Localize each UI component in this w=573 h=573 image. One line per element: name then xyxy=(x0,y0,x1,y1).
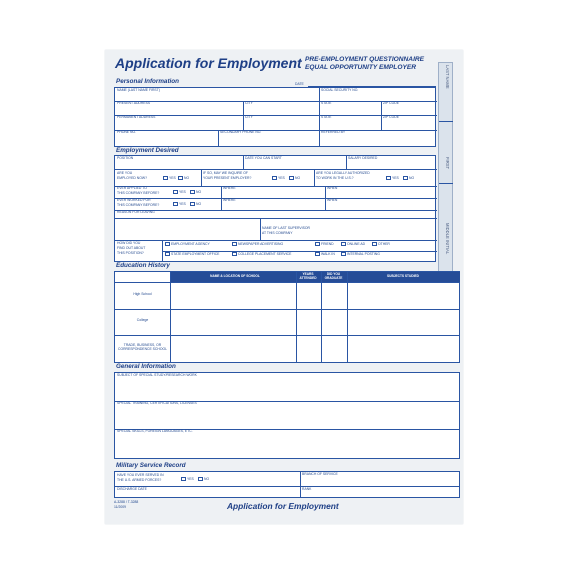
source-employment-agency-label: EMPLOYMENT AGENCY xyxy=(171,242,210,246)
personal-info-box xyxy=(114,87,436,147)
secondary-phone-field[interactable]: SECONDARY PHONE NO. xyxy=(220,130,262,134)
present-city-field[interactable]: CITY xyxy=(245,101,253,105)
present-state-field[interactable]: STATE xyxy=(321,101,332,105)
special-training-field[interactable]: SPECIAL TRAINING, CERTIFICATIONS, LICENSES xyxy=(117,401,197,405)
source-state-office-label: STATE EMPLOYMENT OFFICE xyxy=(171,252,220,256)
form-subtitle-2: EQUAL OPPORTUNITY EMPLOYER xyxy=(305,64,417,71)
side-tab-first: FIRST xyxy=(445,157,450,170)
authorized-yes-checkbox[interactable] xyxy=(386,176,391,180)
authorized-no-checkbox[interactable] xyxy=(403,176,408,180)
row-trade-school: TRADE, BUSINESS, OR CORRESPONDENCE SCHOOL xyxy=(118,343,167,352)
salary-field[interactable]: SALARY DESIRED xyxy=(348,156,378,160)
present-address-field[interactable]: PRESENT ADDRESS xyxy=(117,101,151,105)
inquire-yes-checkbox[interactable] xyxy=(272,176,277,180)
source-newspaper-label: NEWSPAPER ADVERTISING xyxy=(238,242,284,246)
military-box xyxy=(114,471,460,498)
find-out-label-3: THIS POSITION? xyxy=(117,251,144,255)
footer-title: Application for Employment xyxy=(227,501,339,511)
special-skills-field[interactable]: SPECIAL SKILLS, FOREIGN LANGUAGES, ETC. xyxy=(117,429,193,433)
worked-before-label: EVER WORKED FOR xyxy=(117,198,151,202)
source-walk-in-label: WALK IN xyxy=(321,252,335,256)
employed-now-label-2: EMPLOYED NOW? xyxy=(117,176,147,180)
source-internal-posting-label: INTERNAL POSTING xyxy=(347,252,380,256)
employed-yes-checkbox[interactable] xyxy=(163,176,168,180)
section-military-heading: Military Service Record xyxy=(116,462,186,469)
col-years-attended: YEARS ATTENDED xyxy=(299,272,317,280)
permanent-city-field[interactable]: CITY xyxy=(245,115,253,119)
applied-where-field[interactable]: WHERE xyxy=(223,186,236,190)
col-subjects-studied: SUBJECTS STUDIED xyxy=(387,274,419,278)
worked-when-field[interactable]: WHEN xyxy=(327,198,338,202)
permanent-zip-field[interactable]: ZIP CODE xyxy=(383,115,399,119)
form-code: A-3288 / T-3288 xyxy=(114,500,139,504)
source-walk-in-checkbox[interactable] xyxy=(315,252,320,256)
authorized-yes-label: YES xyxy=(392,176,399,180)
date-label: DATE xyxy=(295,82,304,86)
applied-yes-label: YES xyxy=(179,190,186,194)
reason-leaving-field[interactable]: REASON FOR LEAVING xyxy=(117,210,155,214)
inquire-no-checkbox[interactable] xyxy=(289,176,294,180)
source-online-ad-checkbox[interactable] xyxy=(341,242,346,246)
applied-when-field[interactable]: WHEN xyxy=(327,186,338,190)
employment-application-form xyxy=(105,50,463,524)
worked-no-label: NO xyxy=(196,202,202,206)
worked-yes-checkbox[interactable] xyxy=(173,202,178,206)
inquire-no-label: NO xyxy=(295,176,301,180)
served-label-2: THE U.S. ARMED FORCES? xyxy=(117,478,162,482)
applied-before-label: EVER APPLIED TO xyxy=(117,186,147,190)
applied-before-label-2: THIS COMPANY BEFORE? xyxy=(117,191,160,195)
discharge-date-field[interactable]: DISCHARGE DATE xyxy=(117,487,147,491)
form-title: Application for Employment xyxy=(115,55,302,71)
rank-field[interactable]: RANK xyxy=(302,487,312,491)
authorized-label-2: TO WORK IN THE U.S.? xyxy=(316,176,354,180)
applied-no-checkbox[interactable] xyxy=(190,190,195,194)
employed-now-label: ARE YOU xyxy=(117,171,133,175)
served-label: HAVE YOU EVER SERVED IN xyxy=(117,473,164,477)
permanent-address-field[interactable]: PERMANENT ADDRESS xyxy=(117,115,156,119)
source-college-placement-checkbox[interactable] xyxy=(232,252,237,256)
served-yes-label: YES xyxy=(187,477,194,481)
find-out-label-2: FIND OUT ABOUT xyxy=(117,246,146,250)
employed-no-checkbox[interactable] xyxy=(178,176,183,180)
form-date-code: 11/2009 xyxy=(114,505,127,509)
section-education-heading: Education History xyxy=(116,262,170,269)
section-employment-heading: Employment Desired xyxy=(116,147,179,154)
applied-yes-checkbox[interactable] xyxy=(173,190,178,194)
worked-no-checkbox[interactable] xyxy=(190,202,195,206)
worked-yes-label: YES xyxy=(179,202,186,206)
col-did-graduate: DID YOU GRADUATE xyxy=(324,272,343,280)
inquire-label: IF SO, MAY WE INQUIRE OF xyxy=(203,171,248,175)
served-no-label: NO xyxy=(204,477,210,481)
permanent-state-field[interactable]: STATE xyxy=(321,115,332,119)
employment-box xyxy=(114,155,436,262)
form-subtitle-1: PRE-EMPLOYMENT QUESTIONNAIRE xyxy=(305,56,425,63)
general-box xyxy=(114,372,460,459)
source-state-office-checkbox[interactable] xyxy=(165,252,170,256)
employed-yes-label: YES xyxy=(169,176,176,180)
referred-by-field[interactable]: REFERRED BY xyxy=(321,130,346,134)
branch-field[interactable]: BRANCH OF SERVICE xyxy=(302,472,338,476)
name-field[interactable]: NAME (LAST NAME FIRST) xyxy=(117,88,160,92)
source-internal-posting-checkbox[interactable] xyxy=(341,252,346,256)
authorized-label: ARE YOU LEGALLY AUTHORIZED xyxy=(316,171,370,175)
col-school-name: NAME & LOCATION OF SCHOOL xyxy=(210,274,260,278)
inquire-yes-label: YES xyxy=(278,176,285,180)
applied-no-label: NO xyxy=(196,190,202,194)
side-tab-middle-initial: MIDDLE INITIAL xyxy=(445,223,450,255)
special-study-field[interactable]: SUBJECT OF SPECIAL STUDY/RESEARCH WORK xyxy=(117,373,197,377)
worked-where-field[interactable]: WHERE xyxy=(223,198,236,202)
education-box xyxy=(114,271,460,363)
start-date-field[interactable]: DATE YOU CAN START xyxy=(245,156,282,160)
authorized-no-label: NO xyxy=(409,176,415,180)
source-other-label: OTHER xyxy=(378,242,390,246)
served-yes-checkbox[interactable] xyxy=(181,477,186,481)
find-out-label: HOW DID YOU xyxy=(117,241,141,245)
supervisor-field[interactable]: NAME OF LAST SUPERVISOR xyxy=(262,226,310,230)
source-other-checkbox[interactable] xyxy=(372,242,377,246)
source-employment-agency-checkbox[interactable] xyxy=(165,242,170,246)
source-friend-checkbox[interactable] xyxy=(315,242,320,246)
source-online-ad-label: ONLINE AD xyxy=(347,242,366,246)
source-friend-label: FRIEND xyxy=(321,242,334,246)
present-zip-field[interactable]: ZIP CODE xyxy=(383,101,399,105)
side-tab-last-name: LAST NAME xyxy=(445,65,450,89)
ssn-field[interactable]: SOCIAL SECURITY NO. xyxy=(321,88,359,92)
section-personal-heading: Personal Information xyxy=(116,78,179,85)
inquire-label-2: YOUR PRESENT EMPLOYER? xyxy=(203,176,252,180)
phone-field[interactable]: PHONE NO. xyxy=(117,130,137,134)
source-college-placement-label: COLLEGE PLACEMENT SERVICE xyxy=(238,252,292,256)
position-field[interactable]: POSITION xyxy=(117,156,134,160)
row-college: College xyxy=(136,318,149,322)
worked-before-label-2: THIS COMPANY BEFORE? xyxy=(117,203,160,207)
section-general-heading: General Information xyxy=(116,363,176,370)
row-high-school: High School xyxy=(133,292,152,296)
served-no-checkbox[interactable] xyxy=(198,477,203,481)
supervisor-field-2: AT THIS COMPANY xyxy=(262,231,293,235)
source-newspaper-checkbox[interactable] xyxy=(232,242,237,246)
employed-no-label: NO xyxy=(184,176,190,180)
